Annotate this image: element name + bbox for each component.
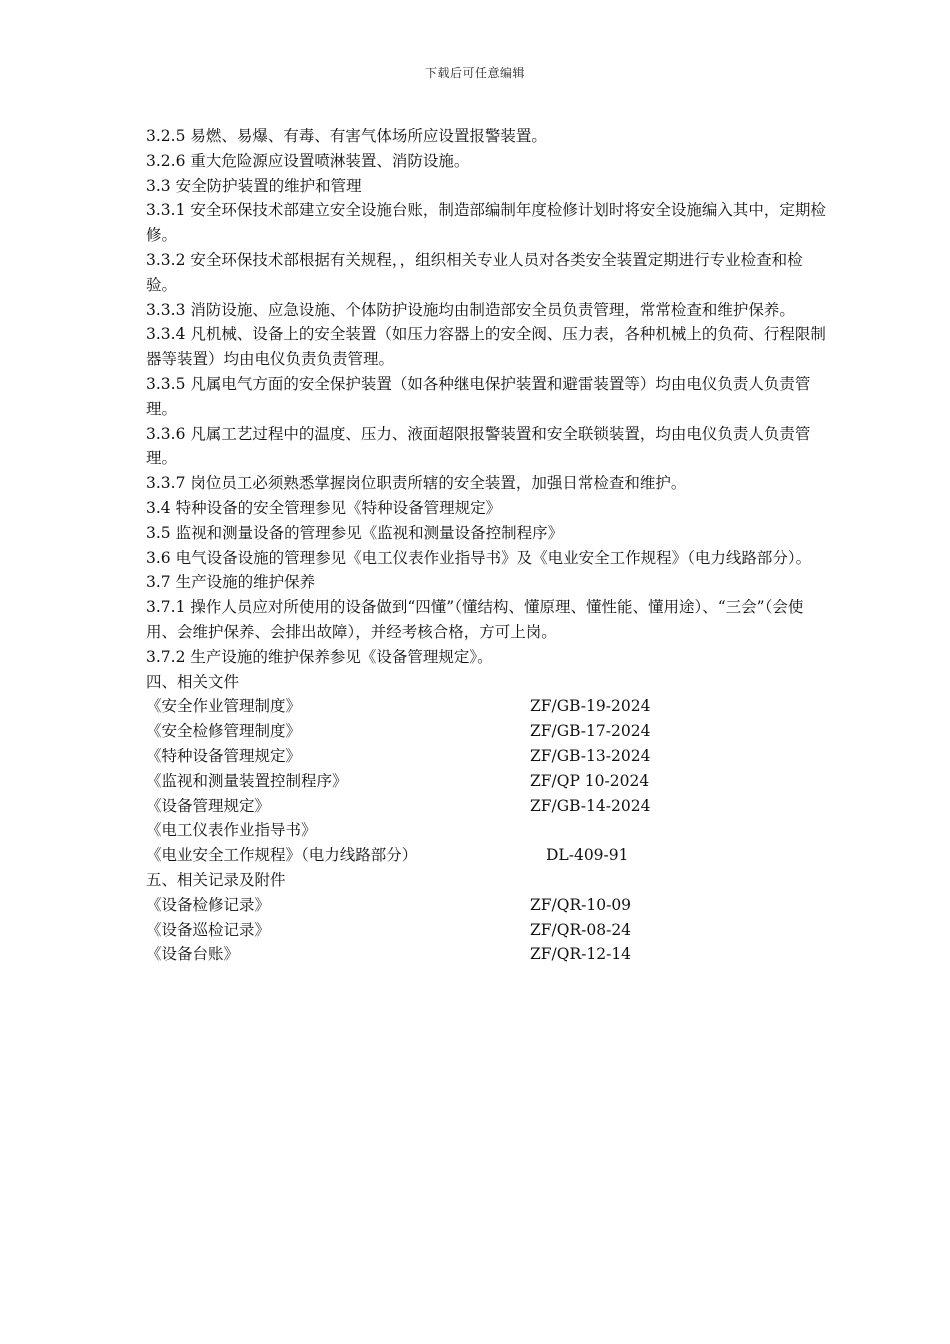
- document-title: 《电业安全工作规程》（电力线路部分）: [146, 846, 418, 865]
- related-document-row: [146, 818, 826, 843]
- related-document-row: [146, 744, 826, 769]
- paragraph-3-4: 3.4 特种设备的安全管理参见《特种设备管理规定》: [146, 498, 502, 517]
- record-code: ZF/QR-08-24: [530, 920, 632, 939]
- paragraph-3-3-6: 3.3.6 凡属工艺过程中的温度、压力、液面超限报警装置和安全联锁装置，均由电仪负责人负责管理。: [146, 424, 811, 468]
- related-record-row: [146, 942, 826, 967]
- document-title: 《安全检修管理制度》: [146, 722, 302, 741]
- document-title: 《安全作业管理制度》: [146, 697, 302, 716]
- section-heading-3-7: 3.7 生产设施的维护保养: [146, 573, 316, 592]
- paragraph-3-6: 3.6 电气设备设施的管理参见《电工仪表作业指导书》及《电业安全工作规程》（电力线路部分）。: [146, 548, 812, 567]
- paragraph-3-7-2: 3.7.2 生产设施的维护保养参见《设备管理规定》。: [146, 647, 493, 666]
- document-code: ZF/GB-17-2024: [530, 722, 651, 741]
- related-document-row: [146, 769, 826, 794]
- related-record-row: [146, 893, 826, 918]
- record-title: 《设备巡检记录》: [146, 920, 271, 939]
- paragraph-3-3-3: 3.3.3 消防设施、应急设施、个体防护设施均由制造部安全员负责管理，常常检查和维护保养。: [146, 300, 795, 319]
- document-body: [146, 124, 826, 967]
- record-title: 《设备检修记录》: [146, 895, 271, 914]
- document-title: 《设备管理规定》: [146, 796, 271, 815]
- document-code: ZF/GB-14-2024: [530, 796, 651, 815]
- document-title: 《监视和测量装置控制程序》: [146, 771, 348, 790]
- record-title: 《设备台账》: [146, 945, 240, 964]
- page-header-note: 下载后可任意编辑: [424, 66, 525, 80]
- document-code: ZF/GB-19-2024: [530, 697, 651, 716]
- paragraph-3-3-4: 3.3.4 凡机械、设备上的安全装置（如压力容器上的安全阀、压力表，各种机械上的负荷、行程限制器等装置）均由电仪负责负责管理。: [146, 325, 826, 369]
- paragraph-3-2-5: 3.2.5 易燃、易爆、有毒、有害气体场所应设置报警装置。: [146, 127, 547, 145]
- related-document-row: [146, 719, 826, 744]
- related-record-row: [146, 918, 826, 943]
- related-document-row: [146, 843, 826, 868]
- document-title: 《特种设备管理规定》: [146, 746, 302, 765]
- paragraph-3-3-7: 3.3.7 岗位员工必须熟悉掌握岗位职责所辖的安全装置，加强日常检查和维护。: [146, 474, 687, 493]
- paragraph-3-2-6: 3.2.6 重大危险源应设置喷淋装置、消防设施。: [146, 151, 470, 170]
- related-records-heading: 五、相关记录及附件: [146, 870, 286, 889]
- document-title: 《电工仪表作业指导书》: [146, 821, 317, 840]
- record-code: ZF/QR-12-14: [530, 945, 632, 964]
- paragraph-3-5: 3.5 监视和测量设备的管理参见《监视和测量设备控制程序》: [146, 523, 564, 542]
- related-document-row: [146, 694, 826, 719]
- document-code: DL-409-91: [546, 846, 629, 865]
- related-document-row: [146, 794, 826, 819]
- document-code: ZF/GB-13-2024: [530, 746, 651, 765]
- paragraph-3-7-1: 3.7.1 操作人员应对所使用的设备做到“四懂”（懂结构、懂原理、懂性能、懂用途）、“三会”（会使用、会维护保养、会排出故障），并经考核合格，方可上岗。: [146, 598, 804, 641]
- section-heading-3-3: 3.3 安全防护装置的维护和管理: [146, 176, 362, 195]
- related-documents-heading: 四、相关文件: [146, 672, 240, 691]
- record-code: ZF/QR-10-09: [530, 895, 632, 914]
- paragraph-3-3-1: 3.3.1 安全环保技术部建立安全设施台账，制造部编制年度检修计划时将安全设施编入其中，定期检修。: [146, 201, 826, 245]
- paragraph-3-3-5: 3.3.5 凡属电气方面的安全保护装置（如各种继电保护装置和避雷装置等）均由电仪负责人负责管理。: [146, 374, 811, 418]
- document-code: ZF/QP 10-2024: [530, 771, 650, 790]
- paragraph-3-3-2: 3.3.2 安全环保技术部根据有关规程，，组织相关专业人员对各类安全装置定期进行专业检查和检验。: [146, 250, 803, 294]
